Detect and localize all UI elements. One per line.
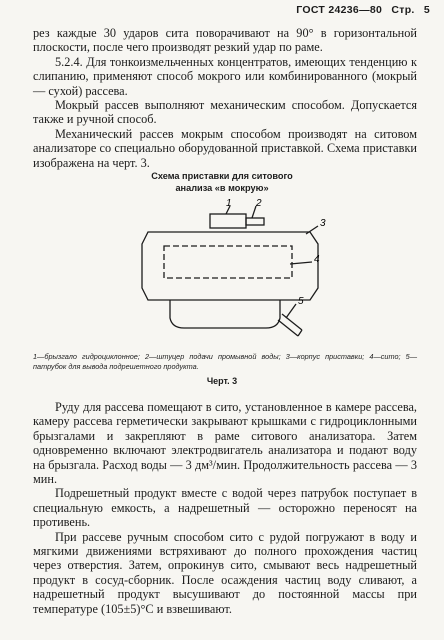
paragraph: 5.2.4. Для тонкоизмельченных концентратов, имеющих тенденцию к слипанию, применяют способ мокрого или комбинированного (мокрый — сухой) рассева. — [33, 54, 417, 98]
standard-number: ГОСТ 24236—80 — [296, 4, 383, 16]
page-header — [290, 4, 430, 16]
figure-legend: 1—брызгало гидроциклонное; 2—штуцер подачи промывной воды; 3—корпус приставки; 4—сито; 5—патрубок для вывода подрешетного продукта. — [33, 352, 417, 371]
paragraph: Подрешетный продукт вместе с водой через патрубок поступает в специальную емкость, а надрешетный — осторожно переносят на противень. — [33, 486, 417, 530]
figure-title-line: Схема приставки для ситового — [151, 171, 293, 181]
figure-title — [0, 170, 444, 194]
lower-chamber — [170, 300, 280, 328]
paragraph: рез каждые 30 ударов сита поворачивают на 90° в горизонтальной плоскости, после чего производят резкий удар по раме. — [33, 26, 417, 55]
callout-5: 5 — [298, 296, 304, 307]
callout-2: 2 — [256, 198, 262, 209]
callout-4: 4 — [314, 254, 320, 265]
top-text-block — [33, 26, 417, 170]
page-label: Стр. — [391, 4, 415, 16]
callout-3: 3 — [320, 218, 326, 229]
sieve — [164, 246, 292, 278]
figure-title-line: анализа «в мокрую» — [175, 183, 269, 193]
callout-1: 1 — [226, 198, 232, 209]
paragraph: Мокрый рассев выполняют механическим способом. Допускается также и ручной способ. — [33, 98, 417, 127]
paragraph: Механический рассев мокрым способом производят на ситовом анализаторе со специально оборудованной приставкой. Схема приставки изображена на черт. 3. — [33, 126, 417, 170]
bottom-text-block — [33, 400, 417, 616]
paragraph: При рассеве ручным способом сито с рудой погружают в воду и мягкими движениями встряхивают до полного прохождения частиц через отверстия. Затем, опрокинув сито, смывают весь надрешетный продукт в сосуд-сборник. После осаждения частиц воду сливают, а надрешетный продукт высушивают до постоянной массы при температуре (105±5)°С и взвешивают. — [33, 529, 417, 616]
outlet-pipe — [278, 314, 302, 336]
page-number: 5 — [423, 4, 430, 16]
figure-caption: Черт. 3 — [206, 376, 238, 386]
attachment-diagram — [0, 196, 444, 346]
hydrocyclone-nozzle — [210, 214, 246, 228]
paragraph: Руду для рассева помещают в сито, установленное в камере рассева, камеру рассева герметически закрывают крышками с гидроциклонными брызгалами и закрепляют в раме ситового анализатора. Затем одновременно включают электродвигатель анализатора и подают воду на брызгала. Расход воды — 3 дм³/мин. Продолжительность рассева — 3 мин. — [33, 400, 417, 487]
water-fitting — [246, 218, 264, 225]
